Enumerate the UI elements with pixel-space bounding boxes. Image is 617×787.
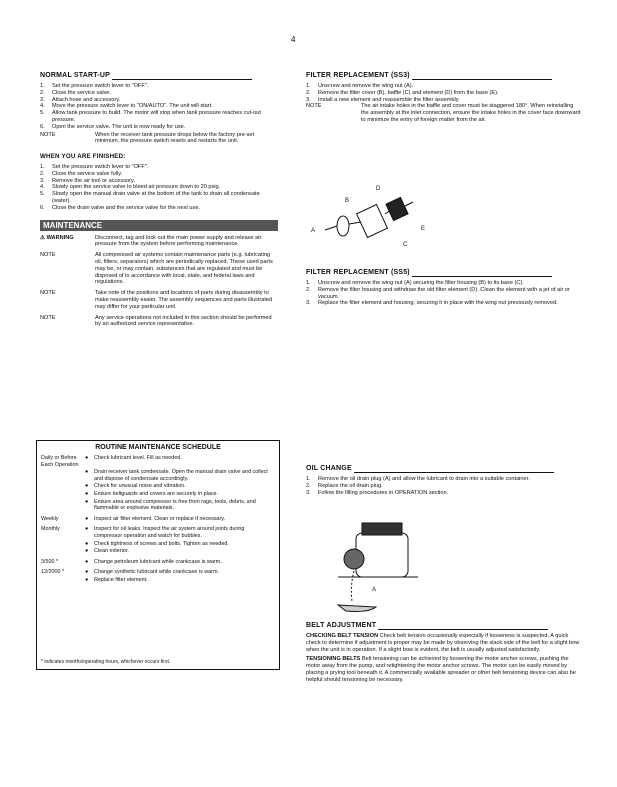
schedule-interval — [41, 499, 85, 512]
schedule-interval — [41, 483, 85, 490]
step-item — [306, 483, 582, 490]
step-text: Unscrew and remove the wing nut (A) securing the filter housing (B) to its base (C). — [318, 280, 524, 286]
step-text: Move the pressure switch lever to "ON/AUTO". The unit will start. — [52, 103, 213, 110]
normal-startup-heading: NORMAL START-UP — [40, 73, 278, 80]
step-item — [306, 83, 582, 90]
schedule-task: Check tightness of screws and bolts. Tighten as needed. — [94, 540, 229, 547]
schedule-footnote: * indicates months/operating hours, whichever occurs first. — [41, 659, 171, 665]
step-text: Set the pressure switch lever to "OFF". — [52, 163, 149, 170]
step-text: Follow the filling procedures in OPERATION section. — [318, 489, 449, 496]
oil-change-steps — [306, 476, 582, 496]
step-item — [40, 97, 278, 104]
step-text: Replace the filter element and housing, securing it in place with the wing nut previously removed. — [318, 300, 558, 307]
belt-adjustment-heading: BELT ADJUSTMENT — [306, 623, 582, 630]
step-text: Close the drain valve and the service valve for the next use. — [52, 204, 201, 211]
when-finished-steps — [40, 164, 278, 212]
maintenance-note — [40, 315, 278, 329]
note-text: Take note of the positions and locations of parts during disassembly to make reassembly easier. The assembly sequences and parts illustrated may differ for your particular unit. — [95, 290, 273, 310]
schedule-row — [41, 569, 273, 576]
maintenance-note — [40, 252, 278, 286]
oil-change-section — [306, 466, 582, 496]
schedule-row — [41, 455, 273, 468]
step-number: 2. — [306, 482, 311, 489]
oil-drain-plug — [344, 549, 364, 569]
schedule-row — [41, 526, 273, 539]
step-text: Remove the oil drain plug (A) and allow the lubricant to drain into a suitable container. — [318, 476, 530, 482]
bullet-icon: ● — [85, 569, 89, 576]
maintenance-notes — [40, 252, 278, 328]
step-text: Set the pressure switch lever to "OFF". — [52, 83, 149, 89]
step-number: 6. — [40, 123, 45, 130]
check-text: Check belt tension occasionally especially if looseness is suspected. A quick check to determine if adjustment is proper may be made by observing the slack side of the belt for a slight bow when the unit is in operation. If a slight bow is evident, the belt is usually adjusted satisfactorily. — [306, 633, 580, 653]
note-text: All compressed air systems contain maintenance parts (e.g. lubricating oil, filters, separators) which are periodically replaced. These used parts may be, or may contain, substances that are regulated and must be disposed of in accordance with local, state, and federal laws and regulations. — [95, 252, 273, 286]
warning-text: Disconnect, tag and lock out the main power supply and release air pressure from the system before performing maintenance. — [95, 234, 262, 248]
bullet-icon: ● — [85, 498, 89, 505]
schedule-row — [41, 548, 273, 555]
step-item — [40, 124, 278, 131]
schedule-task: Change synthetic lubricant while crankcase is warm. — [94, 569, 219, 576]
filter-ss3-steps — [306, 83, 582, 103]
ss3-element — [386, 197, 408, 220]
note-label: NOTE — [306, 103, 322, 110]
step-item — [306, 476, 582, 483]
step-text: Install a new element and reassemble the filter assembly. — [318, 96, 460, 103]
schedule-task: Inspect air filter element. Clean or replace if necessary. — [94, 515, 226, 522]
schedule-interval: Monthly — [41, 526, 60, 533]
step-text: Slowly open the manual drain valve at the bottom of the tank to drain all condensate (water). — [52, 191, 260, 204]
note-text: The air intake holes in the baffle and cover must be staggered 180°. When reinstalling the assembly at the inlet connection, ensure the intake holes in the cover face downward to minimize the entry of foreign matter from the air. — [361, 103, 581, 123]
schedule-row — [41, 469, 273, 482]
maintenance-note — [40, 290, 278, 310]
ss3-cover — [357, 205, 388, 238]
fig-label-b: B — [345, 198, 350, 204]
schedule-interval — [41, 548, 85, 555]
schedule-interval — [41, 469, 85, 482]
filter-ss3-diagram — [305, 180, 440, 250]
step-number: 1. — [40, 163, 45, 170]
fig-label-c: C — [403, 242, 408, 248]
step-text: Remove the air tool or accessory. — [52, 177, 135, 184]
step-text: Allow tank pressure to build. The motor will stop when tank pressure reaches cut-out pressure. — [52, 110, 261, 123]
bullet-icon: ● — [85, 483, 89, 490]
note-label: NOTE — [40, 252, 56, 259]
step-number: 1. — [40, 83, 45, 89]
step-number: 3. — [306, 300, 311, 307]
step-text: Close the service valve fully. — [52, 170, 123, 177]
filter-ss3-heading: FILTER REPLACEMENT (SS3) — [306, 73, 582, 80]
schedule-row — [41, 483, 273, 490]
schedule-task: Change petroleum lubricant while crankcase is warm. — [94, 558, 222, 565]
step-number: 1. — [306, 83, 311, 89]
schedule-row — [41, 516, 273, 523]
step-number: 5. — [40, 191, 45, 198]
checking-belt-tension — [306, 633, 582, 653]
bullet-icon: ● — [85, 558, 89, 565]
step-item — [306, 287, 582, 301]
step-item — [40, 191, 278, 205]
oil-fig-label-a: A — [372, 587, 377, 593]
warning-label: ⚠ WARNING — [40, 234, 74, 241]
step-item — [40, 178, 278, 185]
filter-ss5-section — [306, 270, 582, 307]
oil-change-heading: OIL CHANGE — [306, 466, 582, 473]
step-item — [306, 97, 582, 104]
schedule-interval: 12/2000 * — [41, 569, 65, 576]
step-item — [306, 300, 582, 307]
maintenance-title: MAINTENANCE — [43, 220, 103, 230]
tension-text: Belt tensioning can be achieved by loosening the motor anchor screws, pushing the motor away from the pump, and retightening the motor anchor screws. The motor can be easily moved by placing a prying tool beneath it. A commercially available spreader or other belt tensioning device can also be helpful should tensioning be necessary. — [306, 656, 576, 683]
step-item — [40, 83, 278, 90]
schedule-title: ROUTINE MAINTENANCE SCHEDULE — [95, 444, 221, 451]
oil-crankcase — [356, 533, 408, 577]
ss3-note — [306, 103, 582, 123]
step-number: 3. — [306, 489, 311, 496]
check-label: CHECKING BELT TENSION — [306, 633, 378, 639]
step-text: Remove the filter cover (B), baffle (C) and element (D) from the base (E). — [318, 89, 499, 96]
step-number: 3. — [306, 96, 311, 103]
page-number: 4 — [291, 35, 296, 44]
fig-label-e: E — [421, 226, 426, 232]
step-item — [306, 280, 582, 287]
maintenance-schedule-box — [36, 440, 280, 670]
step-item — [306, 490, 582, 497]
schedule-row — [41, 499, 273, 512]
step-text: Remove the filter housing and withdraw the old filter element (D). Clean the element with a jet of air or vacuum. — [318, 286, 570, 300]
tension-label: TENSIONING BELTS — [306, 656, 361, 663]
note-label: NOTE — [40, 290, 56, 297]
fig-label-d: D — [376, 186, 381, 192]
bullet-icon: ● — [85, 526, 89, 533]
step-item — [40, 205, 278, 212]
schedule-row — [41, 577, 273, 584]
step-text: Open the service valve. The unit is now ready for use. — [52, 123, 186, 130]
note-text: Any service operations not included in this section should be performed by an authorized service representative. — [95, 314, 272, 328]
schedule-task: Ensure area around compressor is free from rags, tools, debris, and flammable or explosive materials. — [94, 498, 256, 512]
step-number: 2. — [306, 286, 311, 293]
schedule-task: Replace filter element. — [94, 576, 148, 583]
schedule-interval — [41, 577, 85, 584]
step-text: Replace the oil drain plug. — [318, 482, 383, 489]
schedule-interval — [41, 541, 85, 548]
step-item — [40, 184, 278, 191]
schedule-task: Inspect for oil leaks. Inspect the air system around joints during compressor operation and watch for bubbles. — [94, 526, 245, 539]
bullet-icon: ● — [85, 469, 89, 476]
step-number: 2. — [40, 170, 45, 177]
step-number: 4. — [40, 103, 45, 110]
note-label: NOTE — [40, 131, 56, 138]
step-number: 4. — [40, 184, 45, 191]
schedule-row — [41, 541, 273, 548]
step-number: 1. — [306, 280, 311, 286]
step-number: 2. — [306, 89, 311, 96]
left-column — [40, 73, 278, 328]
schedule-interval: 3/500 * — [41, 558, 59, 565]
bullet-icon: ● — [85, 515, 89, 522]
schedule-row — [41, 559, 273, 566]
startup-note — [40, 132, 278, 146]
schedule-interval: Weekly — [41, 515, 59, 522]
step-text: Slowly open the service valve to bleed air pressure down to 20 psig. — [52, 184, 221, 191]
step-item — [40, 171, 278, 178]
bullet-icon: ● — [85, 576, 89, 583]
schedule-interval — [41, 491, 85, 498]
filter-ss5-heading: FILTER REPLACEMENT (SS5) — [306, 270, 582, 277]
schedule-task: Clean exterior. — [94, 548, 129, 555]
fig-label-a: A — [311, 228, 316, 234]
schedule-rows — [37, 451, 279, 588]
oil-change-diagram — [328, 515, 428, 615]
warning-block — [40, 235, 278, 249]
step-text: Close the service valve. — [52, 89, 112, 96]
filter-ss3-section — [306, 73, 582, 124]
belt-adjustment-section — [306, 623, 582, 684]
step-item — [40, 110, 278, 124]
schedule-task: Ensure beltguards and covers are securely in place. — [94, 490, 219, 497]
schedule-task: Check for unusual noise and vibration. — [94, 483, 186, 490]
schedule-task: Check lubricant level. Fill as needed. — [94, 455, 182, 461]
maintenance-bar — [40, 220, 278, 231]
oil-head — [362, 523, 402, 535]
ss3-base — [337, 216, 349, 236]
step-item — [40, 90, 278, 97]
step-number: 5. — [40, 110, 45, 117]
normal-startup-steps — [40, 83, 278, 131]
step-number: 3. — [40, 177, 45, 184]
step-number: 6. — [40, 204, 45, 211]
bullet-icon: ● — [85, 490, 89, 497]
bullet-icon: ● — [85, 540, 89, 547]
schedule-task: Drain receiver tank condensate. Open the manual drain valve and collect and dispose of condensate accordingly. — [94, 469, 268, 482]
step-item — [40, 164, 278, 171]
step-number: 2. — [40, 89, 45, 96]
schedule-row — [41, 491, 273, 498]
bullet-icon: ● — [85, 548, 89, 555]
step-text: Unscrew and remove the wing nut (A). — [318, 83, 414, 89]
step-text: Attach hose and accessory. — [52, 96, 121, 103]
step-item — [40, 103, 278, 110]
filter-ss5-steps — [306, 280, 582, 307]
tensioning-belts — [306, 656, 582, 683]
note-label: NOTE — [40, 314, 56, 321]
step-item — [306, 90, 582, 97]
bullet-icon: ● — [85, 455, 89, 461]
when-finished-heading: WHEN YOU ARE FINISHED: — [40, 153, 126, 161]
note-text: When the receiver tank pressure drops below the factory pre-set minimum, the pressure switch resets and restarts the unit. — [95, 131, 255, 145]
schedule-interval: Daily or Before Each Operation — [41, 455, 79, 468]
step-number: 3. — [40, 96, 45, 103]
step-number: 1. — [306, 476, 311, 482]
